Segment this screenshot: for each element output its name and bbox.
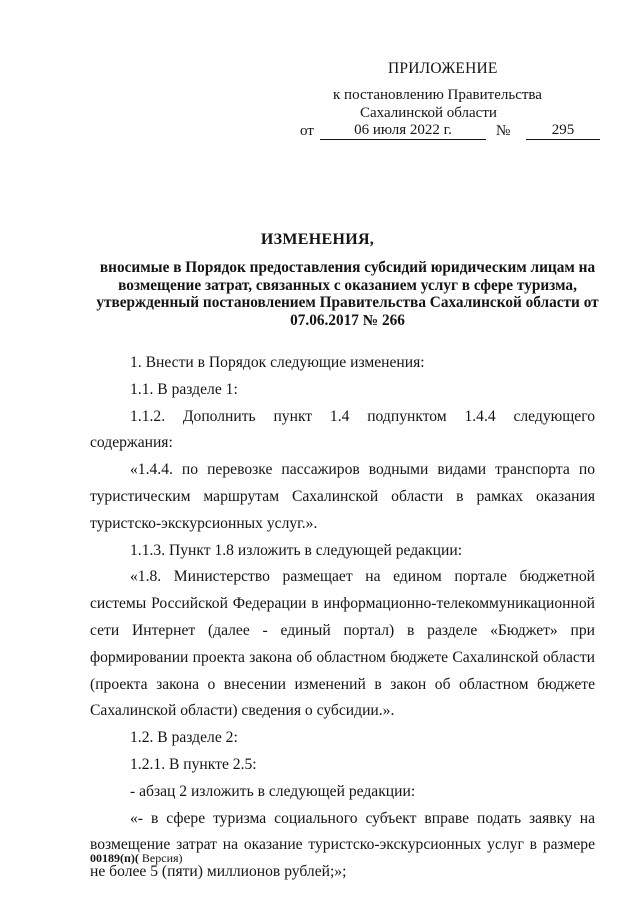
document-subheading: вносимые в Порядок предоставления субсидий юридическим лицам на возмещение затрат, связанных с оказанием услуг в сфере туризма, утвержденный постановлением Правительства Сахалинской области от 07.06.2017 № 266 <box>96 259 599 329</box>
paragraph-2: 1.1. В разделе 1: <box>130 380 238 398</box>
resolution-date: 06 июля 2022 г. <box>320 122 486 140</box>
paragraph-4: «1.4.4. по перевозке пассажиров водными видами транспорта по туристическим маршрутам Сахалинской области в рамках оказания туристско-экскурсионных услуг.». <box>90 461 595 532</box>
appendix-line-2: Сахалинской области <box>360 105 497 121</box>
paragraph-7: 1.2. В разделе 2: <box>130 729 238 747</box>
paragraph-10: «- в сфере туризма социального субъект вправе подать заявку на возмещение затрат на оказание туристско-экскурсионных услуг в размере не более 5 (пяти) миллионов рублей;»; <box>90 809 595 881</box>
document-footer <box>90 851 183 866</box>
appendix-date-row <box>300 122 600 140</box>
paragraph-6: «1.8. Министерство размещает на едином портале бюджетной системы Российской Федерации в информационно-телекоммуникационной сети Интернет (далее - единый портал) в разделе «Бюджет» при формировании проекта закона об областном бюджете Сахалинской области (проекта закона о внесении изменений в закон об областном бюджете Сахалинской области) сведения о субсидии.». <box>90 568 595 720</box>
paragraph-9: - абзац 2 изложить в следующей редакции: <box>130 782 416 800</box>
paragraph-1: 1. Внести в Порядок следующие изменения: <box>130 354 425 371</box>
number-label: № <box>496 123 511 139</box>
paragraph-3: 1.1.2. Дополнить пункт 1.4 подпунктом 1.4.4 следующего содержания: <box>90 407 595 452</box>
document-body <box>90 350 595 886</box>
paragraph-5: 1.1.3. Пункт 1.8 изложить в следующей редакции: <box>130 541 463 559</box>
footer-version: Версия) <box>138 851 183 865</box>
from-label: от <box>300 123 314 139</box>
document-heading: ИЗМЕНЕНИЯ, <box>260 231 375 248</box>
resolution-number: 295 <box>526 122 600 140</box>
appendix-line-1: к постановлению Правительства <box>333 87 542 103</box>
appendix-title: ПРИЛОЖЕНИЕ <box>388 60 498 77</box>
footer-code: 00189(п)( <box>90 851 139 865</box>
paragraph-8: 1.2.1. В пункте 2.5: <box>130 755 257 773</box>
